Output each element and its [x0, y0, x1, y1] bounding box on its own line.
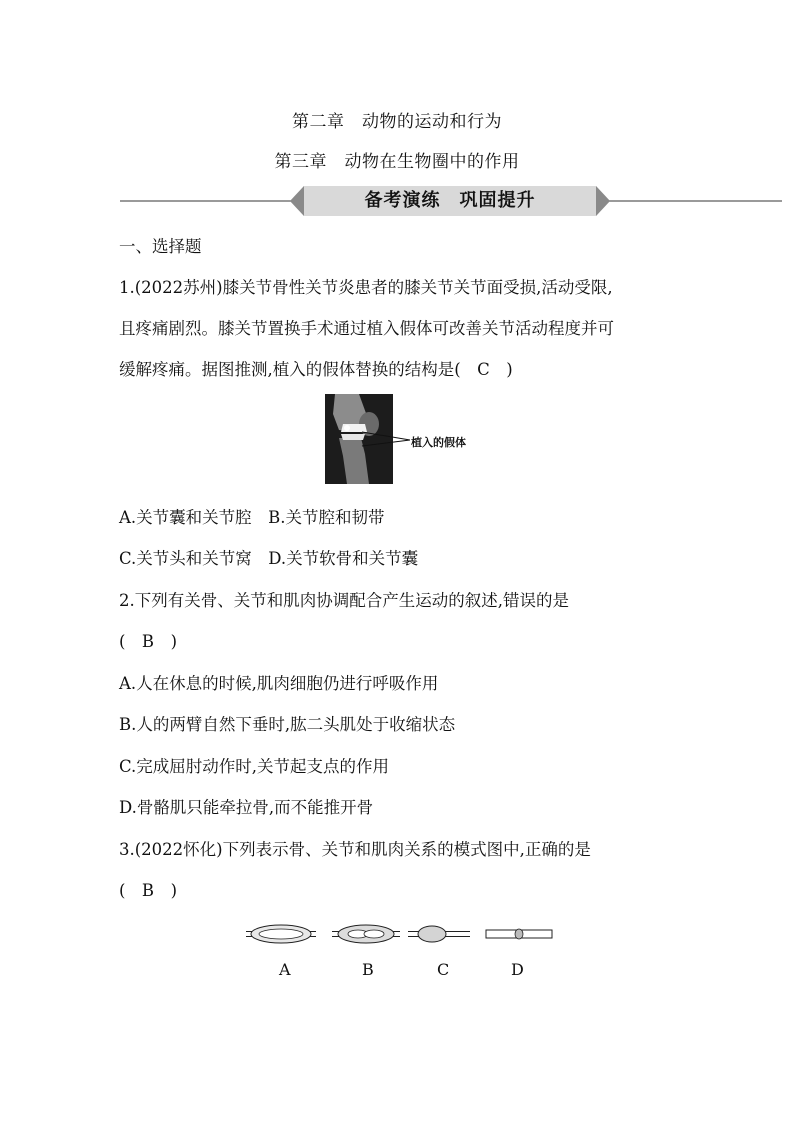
q1-options-ab: A.关节囊和关节腔 B.关节腔和韧带 [119, 508, 385, 527]
pointer-lines [360, 428, 412, 450]
diagram-b [332, 925, 400, 943]
q3-answer: ( B ) [119, 881, 177, 900]
section-banner [290, 186, 610, 216]
diagram-a [246, 925, 316, 943]
q2-answer: ( B ) [119, 632, 177, 651]
section-heading: 一、选择题 [119, 237, 202, 256]
q2-option-b: B.人的两臂自然下垂时,肱二头肌处于收缩状态 [119, 715, 456, 734]
diagram-label-a: A [279, 960, 291, 979]
xray-annotation: 植入的假体 [411, 436, 466, 449]
q3-stem: 3.(2022怀化)下列表示骨、关节和肌肉关系的模式图中,正确的是 [119, 840, 591, 859]
q2-option-c: C.完成屈肘动作时,关节起支点的作用 [119, 757, 390, 776]
q2-stem: 2.下列有关骨、关节和肌肉协调配合产生运动的叙述,错误的是 [119, 591, 569, 610]
banner-text: 备考演练 巩固提升 [364, 190, 536, 211]
banner-rule-right [597, 200, 782, 202]
muscle-bone-diagrams [240, 914, 560, 954]
diagram-label-b: B [362, 960, 374, 979]
q1-options-cd: C.关节头和关节窝 D.关节软骨和关节囊 [119, 549, 419, 568]
q1-line-3: 缓解疼痛。据图推测,植入的假体替换的结构是( C ) [119, 360, 513, 379]
chapter-title-a: 第二章 动物的运动和行为 [292, 112, 502, 132]
diagram-c [408, 926, 470, 942]
diagram-d [486, 929, 552, 939]
chapter-title-b: 第三章 动物在生物圈中的作用 [274, 152, 520, 172]
q1-line-2: 且疼痛剧烈。膝关节置换手术通过植入假体可改善关节活动程度并可 [119, 319, 614, 338]
q2-option-d: D.骨骼肌只能牵拉骨,而不能推开骨 [119, 798, 374, 817]
banner-rule-left [120, 200, 305, 202]
q2-option-a: A.人在休息的时候,肌肉细胞仍进行呼吸作用 [119, 674, 439, 693]
diagram-label-c: C [437, 960, 450, 979]
diagram-label-d: D [511, 960, 524, 979]
q1-line-1: 1.(2022苏州)膝关节骨性关节炎患者的膝关节关节面受损,活动受限, [119, 278, 613, 297]
